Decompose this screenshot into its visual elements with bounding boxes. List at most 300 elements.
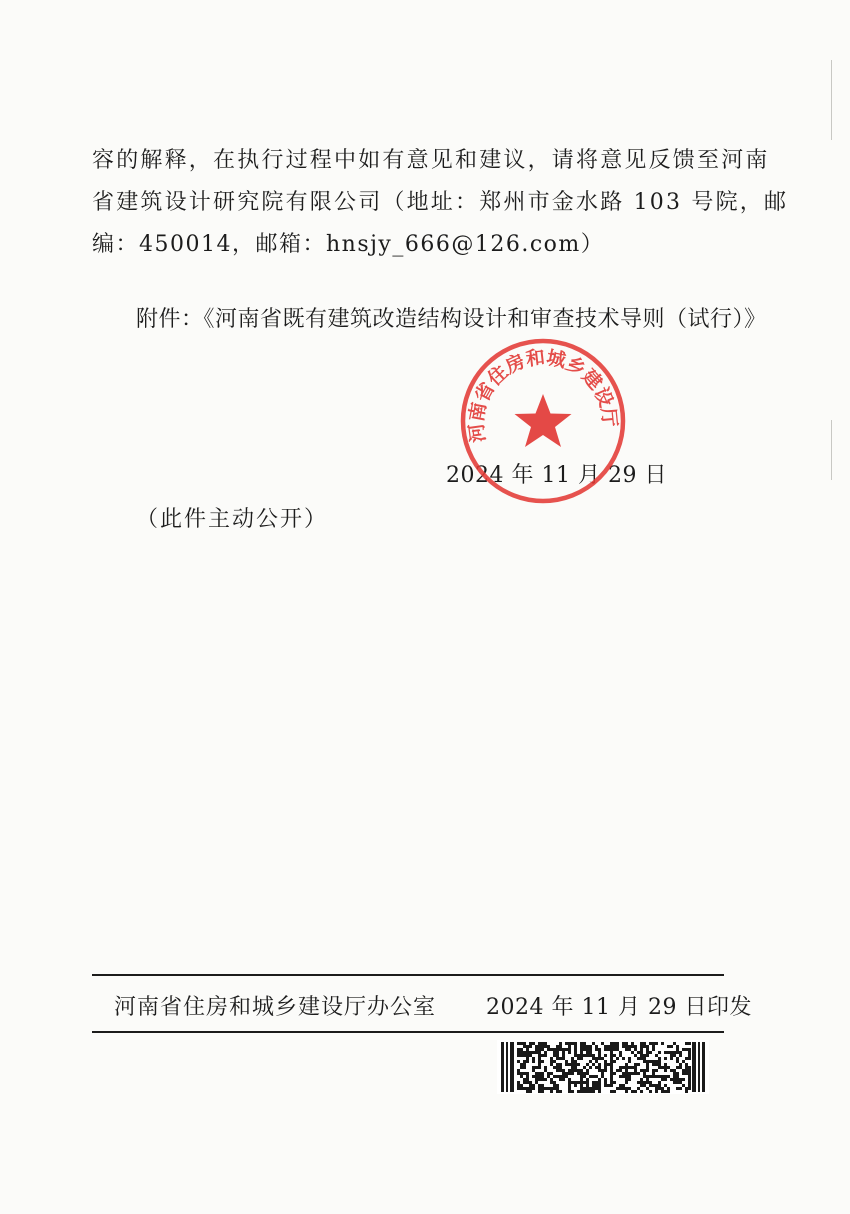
- barcode-module: [541, 1084, 544, 1087]
- barcode-module: [547, 1045, 550, 1048]
- barcode-module: [622, 1045, 625, 1048]
- signature-date: 2024 年 11 月 29 日: [446, 463, 667, 488]
- barcode-module: [640, 1057, 643, 1060]
- barcode-module: [610, 1063, 613, 1066]
- barcode-module: [610, 1054, 613, 1057]
- barcode-module: [688, 1066, 691, 1069]
- barcode-module: [538, 1084, 541, 1087]
- barcode-module: [580, 1048, 583, 1051]
- barcode-module: [595, 1048, 598, 1051]
- barcode-module: [550, 1048, 553, 1051]
- barcode-module: [586, 1087, 589, 1090]
- barcode-module: [541, 1090, 544, 1093]
- scan-edge-mark: [831, 60, 832, 140]
- barcode-module: [592, 1063, 595, 1066]
- barcode-module: [541, 1048, 544, 1051]
- barcode-module: [655, 1090, 658, 1093]
- barcode-module: [673, 1081, 676, 1084]
- barcode-module: [634, 1054, 637, 1057]
- body-line-1: 容的解释，在执行过程中如有意见和建议，请将意见反馈至河南: [92, 148, 770, 173]
- barcode-module: [622, 1057, 625, 1060]
- barcode-module: [577, 1081, 580, 1084]
- barcode-module: [532, 1075, 535, 1078]
- barcode-module: [622, 1042, 625, 1045]
- barcode-module: [568, 1069, 571, 1072]
- barcode-module: [574, 1048, 577, 1051]
- barcode-module: [652, 1075, 655, 1078]
- barcode-module: [601, 1075, 604, 1078]
- barcode-module: [541, 1075, 544, 1078]
- barcode-module: [586, 1072, 589, 1075]
- barcode-module: [619, 1084, 622, 1087]
- barcode-module: [679, 1087, 682, 1090]
- barcode-module: [556, 1057, 559, 1060]
- barcode-module: [619, 1075, 622, 1078]
- barcode-module: [577, 1063, 580, 1066]
- barcode-module: [640, 1081, 643, 1084]
- barcode-module: [604, 1081, 607, 1084]
- barcode-module: [523, 1054, 526, 1057]
- barcode-module: [664, 1075, 667, 1078]
- barcode-module: [643, 1057, 646, 1060]
- barcode-module: [622, 1066, 625, 1069]
- barcode-module: [568, 1045, 571, 1048]
- barcode-module: [667, 1075, 670, 1078]
- barcode-module: [526, 1048, 529, 1051]
- barcode-module: [520, 1075, 523, 1078]
- barcode-module: [553, 1084, 556, 1087]
- barcode-module: [529, 1054, 532, 1057]
- barcode-module: [559, 1078, 562, 1081]
- barcode-module: [589, 1066, 592, 1069]
- barcode-module: [670, 1051, 673, 1054]
- barcode-module: [640, 1069, 643, 1072]
- barcode-module: [661, 1090, 664, 1093]
- barcode-module: [622, 1084, 625, 1087]
- barcode-module: [592, 1057, 595, 1060]
- barcode-module: [628, 1045, 631, 1048]
- barcode-module: [571, 1063, 574, 1066]
- barcode-module: [598, 1069, 601, 1072]
- barcode-module: [529, 1081, 532, 1084]
- body-line-3: 编：450014，邮箱：hnsjy_666@126.com）: [92, 232, 605, 257]
- barcode-module: [658, 1063, 661, 1066]
- barcode-module: [640, 1054, 643, 1057]
- barcode-module: [607, 1084, 610, 1087]
- barcode-module: [682, 1048, 685, 1051]
- barcode-module: [517, 1069, 520, 1072]
- barcode-module: [622, 1075, 625, 1078]
- attachment-line: 附件：《河南省既有建筑改造结构设计和审查技术导则（试行）》: [136, 307, 767, 332]
- barcode-module: [673, 1042, 676, 1045]
- barcode-module: [664, 1051, 667, 1054]
- barcode-module: [685, 1057, 688, 1060]
- barcode-module: [541, 1087, 544, 1090]
- barcode-module: [574, 1063, 577, 1066]
- barcode-module: [631, 1066, 634, 1069]
- barcode-module: [610, 1090, 613, 1093]
- barcode-module: [574, 1069, 577, 1072]
- barcode-module: [643, 1084, 646, 1087]
- barcode-module: [523, 1045, 526, 1048]
- barcode-module: [646, 1078, 649, 1081]
- barcode-module: [580, 1087, 583, 1090]
- barcode-module: [565, 1048, 568, 1051]
- barcode-module: [619, 1087, 622, 1090]
- barcode-module: [655, 1063, 658, 1066]
- barcode-module: [598, 1051, 601, 1054]
- barcode-module: [556, 1045, 559, 1048]
- barcode-module: [526, 1075, 529, 1078]
- barcode-module: [538, 1090, 541, 1093]
- barcode-module: [598, 1057, 601, 1060]
- barcode-module: [568, 1090, 571, 1093]
- barcode-module: [667, 1090, 670, 1093]
- barcode-module: [565, 1060, 568, 1063]
- barcode-module: [607, 1048, 610, 1051]
- barcode-module: [544, 1051, 547, 1054]
- barcode-module: [631, 1042, 634, 1045]
- barcode-module: [568, 1087, 571, 1090]
- barcode-module: [676, 1051, 679, 1054]
- barcode-module: [634, 1048, 637, 1051]
- barcode-module: [553, 1060, 556, 1063]
- barcode-module: [526, 1057, 529, 1060]
- barcode-module: [577, 1072, 580, 1075]
- barcode-module: [658, 1051, 661, 1054]
- barcode-module: [589, 1045, 592, 1048]
- barcode-module: [610, 1048, 613, 1051]
- barcode-module: [685, 1063, 688, 1066]
- barcode-module: [640, 1048, 643, 1051]
- barcode-module: [685, 1072, 688, 1075]
- barcode-module: [646, 1069, 649, 1072]
- barcode-module: [679, 1051, 682, 1054]
- barcode-module: [637, 1063, 640, 1066]
- barcode-module: [643, 1045, 646, 1048]
- barcode-module: [688, 1072, 691, 1075]
- barcode-module: [523, 1078, 526, 1081]
- barcode-module: [580, 1090, 583, 1093]
- barcode-module: [598, 1063, 601, 1066]
- barcode-module: [658, 1060, 661, 1063]
- barcode-module: [580, 1051, 583, 1054]
- barcode-module: [682, 1069, 685, 1072]
- barcode-module: [535, 1066, 538, 1069]
- barcode-module: [625, 1087, 628, 1090]
- barcode-module: [550, 1078, 553, 1081]
- barcode-module: [574, 1045, 577, 1048]
- barcode-module: [604, 1054, 607, 1057]
- barcode-module: [670, 1045, 673, 1048]
- barcode-module: [688, 1054, 691, 1057]
- barcode-module: [562, 1072, 565, 1075]
- barcode-module: [550, 1063, 553, 1066]
- barcode-module: [649, 1051, 652, 1054]
- barcode-module: [688, 1087, 691, 1090]
- barcode-module: [628, 1087, 631, 1090]
- barcode-module: [535, 1075, 538, 1078]
- barcode-module: [628, 1075, 631, 1078]
- barcode-module: [673, 1078, 676, 1081]
- barcode-module: [649, 1075, 652, 1078]
- barcode-module: [571, 1066, 574, 1069]
- barcode-module: [592, 1081, 595, 1084]
- barcode-module: [583, 1066, 586, 1069]
- barcode-module: [652, 1045, 655, 1048]
- barcode-module: [577, 1054, 580, 1057]
- barcode-module: [556, 1075, 559, 1078]
- barcode-module: [610, 1057, 613, 1060]
- barcode-module: [589, 1087, 592, 1090]
- barcode-module: [637, 1087, 640, 1090]
- barcode-module: [520, 1072, 523, 1075]
- barcode-module: [571, 1072, 574, 1075]
- official-seal: [458, 336, 628, 506]
- barcode-module: [562, 1057, 565, 1060]
- barcode-module: [628, 1066, 631, 1069]
- barcode-module: [580, 1081, 583, 1084]
- barcode-module: [610, 1060, 613, 1063]
- barcode-module: [547, 1075, 550, 1078]
- barcode-module: [553, 1066, 556, 1069]
- barcode-module: [574, 1042, 577, 1045]
- barcode-module: [535, 1081, 538, 1084]
- barcode-module: [652, 1042, 655, 1045]
- barcode-module: [583, 1054, 586, 1057]
- barcode-module: [610, 1066, 613, 1069]
- barcode-module: [589, 1075, 592, 1078]
- barcode-module: [646, 1054, 649, 1057]
- barcode-module: [628, 1060, 631, 1063]
- barcode-module: [673, 1069, 676, 1072]
- barcode-module: [529, 1087, 532, 1090]
- barcode-module: [613, 1054, 616, 1057]
- barcode-module: [523, 1072, 526, 1075]
- barcode-module: [625, 1072, 628, 1075]
- barcode-module: [637, 1072, 640, 1075]
- barcode-module: [559, 1057, 562, 1060]
- barcode-module: [688, 1051, 691, 1054]
- barcode-module: [646, 1045, 649, 1048]
- barcode-module: [544, 1078, 547, 1081]
- barcode-module: [550, 1081, 553, 1084]
- barcode-module: [559, 1045, 562, 1048]
- barcode-module: [601, 1042, 604, 1045]
- barcode-module: [664, 1057, 667, 1060]
- barcode-module: [643, 1069, 646, 1072]
- barcode-module: [547, 1072, 550, 1075]
- barcode-module: [535, 1078, 538, 1081]
- barcode-module: [643, 1072, 646, 1075]
- barcode-module: [586, 1090, 589, 1093]
- barcode-module: [589, 1054, 592, 1057]
- barcode-module: [640, 1084, 643, 1087]
- barcode-module: [559, 1066, 562, 1069]
- barcode-module: [595, 1057, 598, 1060]
- barcode-module: [610, 1075, 613, 1078]
- barcode-module: [601, 1069, 604, 1072]
- barcode-module: [685, 1069, 688, 1072]
- barcode-module: [538, 1087, 541, 1090]
- barcode-module: [580, 1078, 583, 1081]
- barcode-module: [673, 1054, 676, 1057]
- barcode-module: [616, 1069, 619, 1072]
- barcode-module: [592, 1084, 595, 1087]
- footer-bottom-rule: [92, 1031, 724, 1033]
- barcode-module: [538, 1066, 541, 1069]
- barcode-module: [652, 1072, 655, 1075]
- barcode-module: [568, 1084, 571, 1087]
- barcode-module: [592, 1087, 595, 1090]
- barcode-module: [595, 1045, 598, 1048]
- barcode-module: [613, 1048, 616, 1051]
- barcode-module: [559, 1042, 562, 1045]
- barcode-module: [685, 1048, 688, 1051]
- barcode-module: [643, 1060, 646, 1063]
- barcode-module: [658, 1075, 661, 1078]
- barcode-module: [535, 1072, 538, 1075]
- barcode-module: [550, 1072, 553, 1075]
- barcode-module: [556, 1090, 559, 1093]
- barcode-module: [631, 1045, 634, 1048]
- barcode-module: [634, 1090, 637, 1093]
- barcode-module: [679, 1081, 682, 1084]
- barcode-module: [640, 1045, 643, 1048]
- barcode-module: [562, 1051, 565, 1054]
- barcode-module: [547, 1048, 550, 1051]
- barcode-module: [529, 1084, 532, 1087]
- barcode-module: [538, 1051, 541, 1054]
- barcode-module: [517, 1060, 520, 1063]
- barcode-module: [547, 1087, 550, 1090]
- barcode-module: [598, 1084, 601, 1087]
- barcode-module: [559, 1063, 562, 1066]
- barcode-module: [556, 1069, 559, 1072]
- seal-text: 河南省住房和城乡建设厅: [465, 346, 621, 444]
- barcode-module: [664, 1084, 667, 1087]
- barcode-module: [634, 1045, 637, 1048]
- barcode-module: [670, 1078, 673, 1081]
- barcode-module: [688, 1078, 691, 1081]
- barcode-module: [655, 1042, 658, 1045]
- barcode-module: [517, 1051, 520, 1054]
- barcode-module: [619, 1069, 622, 1072]
- barcode-module: [652, 1048, 655, 1051]
- barcode-module: [595, 1087, 598, 1090]
- barcode-module: [682, 1060, 685, 1063]
- barcode-module: [520, 1048, 523, 1051]
- barcode-module: [634, 1066, 637, 1069]
- barcode-module: [619, 1066, 622, 1069]
- barcode-module: [628, 1057, 631, 1060]
- barcode-module: [586, 1084, 589, 1087]
- barcode-module: [598, 1048, 601, 1051]
- barcode-module: [688, 1069, 691, 1072]
- barcode-module: [604, 1066, 607, 1069]
- barcode-module: [625, 1048, 628, 1051]
- barcode-module: [622, 1087, 625, 1090]
- barcode-module: [658, 1066, 661, 1069]
- barcode-module: [595, 1075, 598, 1078]
- barcode-module: [553, 1048, 556, 1051]
- barcode-module: [559, 1048, 562, 1051]
- barcode-module: [604, 1048, 607, 1051]
- barcode-module: [625, 1090, 628, 1093]
- barcode-module: [586, 1054, 589, 1057]
- barcode-module: [577, 1069, 580, 1072]
- barcode-module: [604, 1063, 607, 1066]
- barcode-module: [559, 1075, 562, 1078]
- barcode-module: [538, 1060, 541, 1063]
- barcode-module: [664, 1066, 667, 1069]
- barcode-module: [643, 1081, 646, 1084]
- barcode-module: [610, 1081, 613, 1084]
- barcode-module: [610, 1078, 613, 1081]
- barcode-module: [580, 1084, 583, 1087]
- barcode-module: [661, 1078, 664, 1081]
- barcode-module: [517, 1084, 520, 1087]
- barcode-module: [622, 1072, 625, 1075]
- barcode-module: [520, 1063, 523, 1066]
- barcode-module: [574, 1084, 577, 1087]
- barcode-module: [571, 1081, 574, 1084]
- barcode-module: [682, 1072, 685, 1075]
- barcode-module: [604, 1045, 607, 1048]
- barcode-module: [541, 1054, 544, 1057]
- barcode-module: [595, 1060, 598, 1063]
- barcode-module: [601, 1072, 604, 1075]
- barcode-module: [628, 1078, 631, 1081]
- barcode-module: [604, 1084, 607, 1087]
- barcode-module: [532, 1057, 535, 1060]
- barcode-module: [610, 1072, 613, 1075]
- barcode-module: [586, 1069, 589, 1072]
- barcode-module: [568, 1042, 571, 1045]
- barcode-module: [544, 1042, 547, 1045]
- barcode-module: [598, 1066, 601, 1069]
- barcode-module: [589, 1060, 592, 1063]
- barcode-module: [520, 1066, 523, 1069]
- barcode-module: [646, 1060, 649, 1063]
- barcode-module: [523, 1060, 526, 1063]
- barcode-module: [526, 1051, 529, 1054]
- barcode-module: [517, 1087, 520, 1090]
- barcode-module: [529, 1051, 532, 1054]
- barcode-module: [685, 1090, 688, 1093]
- barcode-module: [526, 1060, 529, 1063]
- barcode-module: [673, 1072, 676, 1075]
- barcode-module: [544, 1069, 547, 1072]
- barcode-module: [646, 1048, 649, 1051]
- barcode-module: [568, 1081, 571, 1084]
- barcode-module: [673, 1075, 676, 1078]
- barcode-module: [559, 1069, 562, 1072]
- barcode-module: [685, 1042, 688, 1045]
- barcode-module: [553, 1075, 556, 1078]
- barcode-module: [532, 1051, 535, 1054]
- barcode-module: [643, 1042, 646, 1045]
- barcode-module: [616, 1087, 619, 1090]
- barcode-module: [520, 1042, 523, 1045]
- barcode-module: [586, 1045, 589, 1048]
- barcode-module: [550, 1057, 553, 1060]
- barcode-module: [592, 1090, 595, 1093]
- barcode-module: [652, 1060, 655, 1063]
- barcode-module: [580, 1057, 583, 1060]
- barcode-module: [568, 1078, 571, 1081]
- barcode-module: [646, 1075, 649, 1078]
